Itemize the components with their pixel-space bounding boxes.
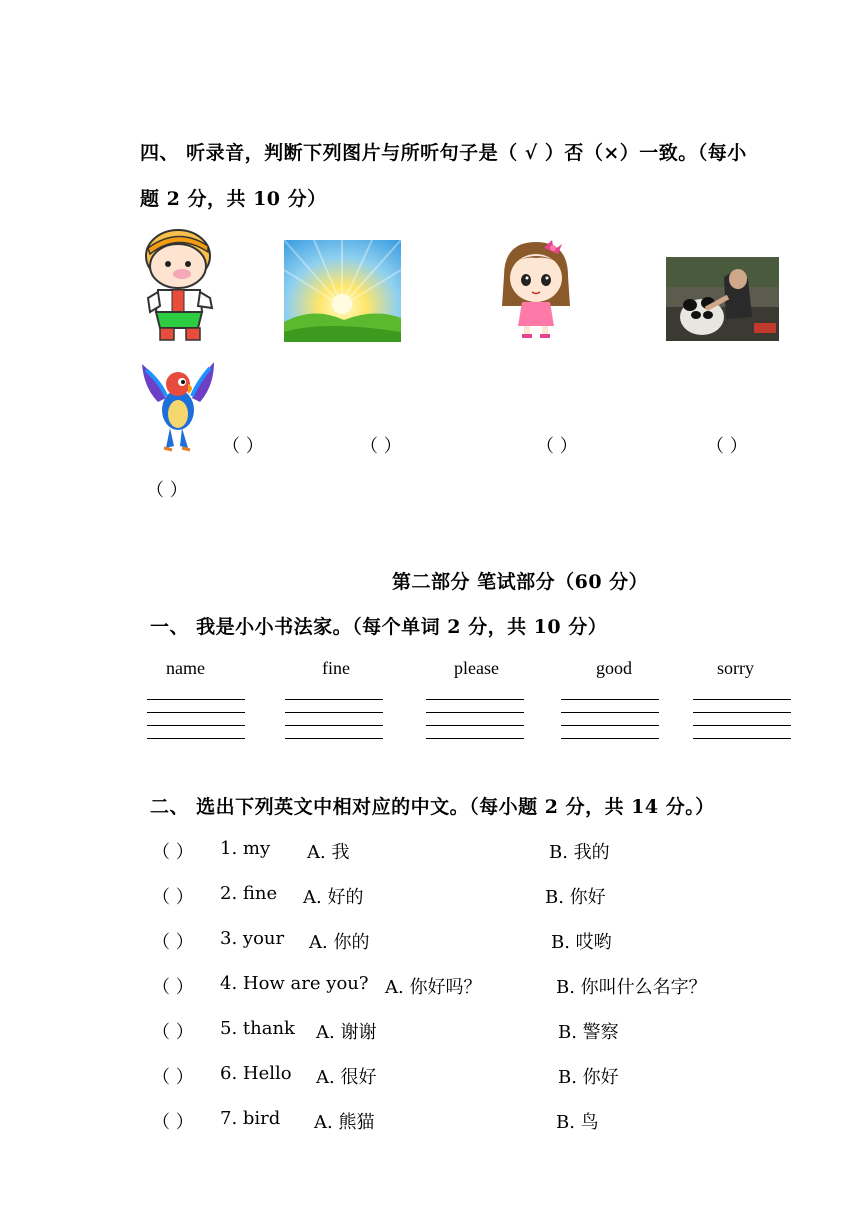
item-5-option-b: B. 警察 [558,1022,619,1043]
girl-cartoon-icon [480,236,588,342]
item-6-paren[interactable]: （ ） [152,1067,194,1088]
item-3-question: 3. your [220,928,285,949]
item-1-option-a: A. 我 [307,842,350,863]
calligraphy-word-3: please [454,658,499,678]
calligraphy-word-4: good [596,658,632,678]
item-3-option-b: B. 哎哟 [551,932,612,953]
item-2-option-a: A. 好的 [303,887,364,908]
part2-title: 第二部分 笔试部分（60 分） [392,571,649,593]
item-7-question: 7. bird [220,1108,281,1129]
item-5-question: 5. thank [220,1018,295,1039]
section2-heading: 二、 选出下列英文中相对应的中文。（每小题 2 分，共 14 分。） [150,796,715,818]
item-6-option-a: A. 很好 [316,1067,377,1088]
answer-paren-3[interactable]: （ ） [536,436,578,457]
item-4-question: 4. How are you? [220,973,369,994]
writing-lines-2[interactable] [285,699,383,739]
item-5-option-a: A. 谢谢 [316,1022,377,1043]
item-2-paren[interactable]: （ ） [152,887,194,908]
writing-lines-4[interactable] [561,699,659,739]
item-5-paren[interactable]: （ ） [152,1022,194,1043]
item-4-option-b: B. 你叫什么名字？ [556,977,707,998]
item-1-paren[interactable]: （ ） [152,842,194,863]
item-2-question: 2. fine [220,883,278,904]
answer-paren-1[interactable]: （ ） [222,436,264,457]
calligraphy-word-1: name [166,658,205,678]
item-4-paren[interactable]: （ ） [152,977,194,998]
item-6-question: 6. Hello [220,1063,292,1084]
item-1-option-b: B. 我的 [549,842,610,863]
item-7-option-a: A. 熊猫 [314,1112,375,1133]
section4-heading-line2: 题 2 分，共 10 分） [140,188,327,210]
item-3-option-a: A. 你的 [309,932,370,953]
item-4-option-a: A. 你好吗？ [385,977,482,998]
calligraphy-word-5: sorry [717,658,754,678]
item-3-paren[interactable]: （ ） [152,932,194,953]
item-7-paren[interactable]: （ ） [152,1112,194,1133]
section1-heading: 一、 我是小小书法家。（每个单词 2 分，共 10 分） [150,616,608,638]
answer-paren-5[interactable]: （ ） [146,480,188,501]
item-7-option-b: B. 鸟 [556,1112,599,1133]
calligraphy-word-2: fine [322,658,350,678]
sunrise-icon [284,240,401,342]
item-2-option-b: B. 你好 [545,887,606,908]
item-1-question: 1. my [220,838,271,859]
panda-photo-icon [666,257,779,341]
boy-cartoon-icon [138,228,222,342]
parrot-icon [138,358,218,454]
writing-lines-5[interactable] [693,699,791,739]
answer-paren-4[interactable]: （ ） [706,436,748,457]
writing-lines-1[interactable] [147,699,245,739]
answer-paren-2[interactable]: （ ） [360,436,402,457]
item-6-option-b: B. 你好 [558,1067,619,1088]
section4-heading-line1: 四、 听录音，判断下列图片与所听句子是（ √ ）否（×）一致。（每小 [140,142,747,164]
writing-lines-3[interactable] [426,699,524,739]
